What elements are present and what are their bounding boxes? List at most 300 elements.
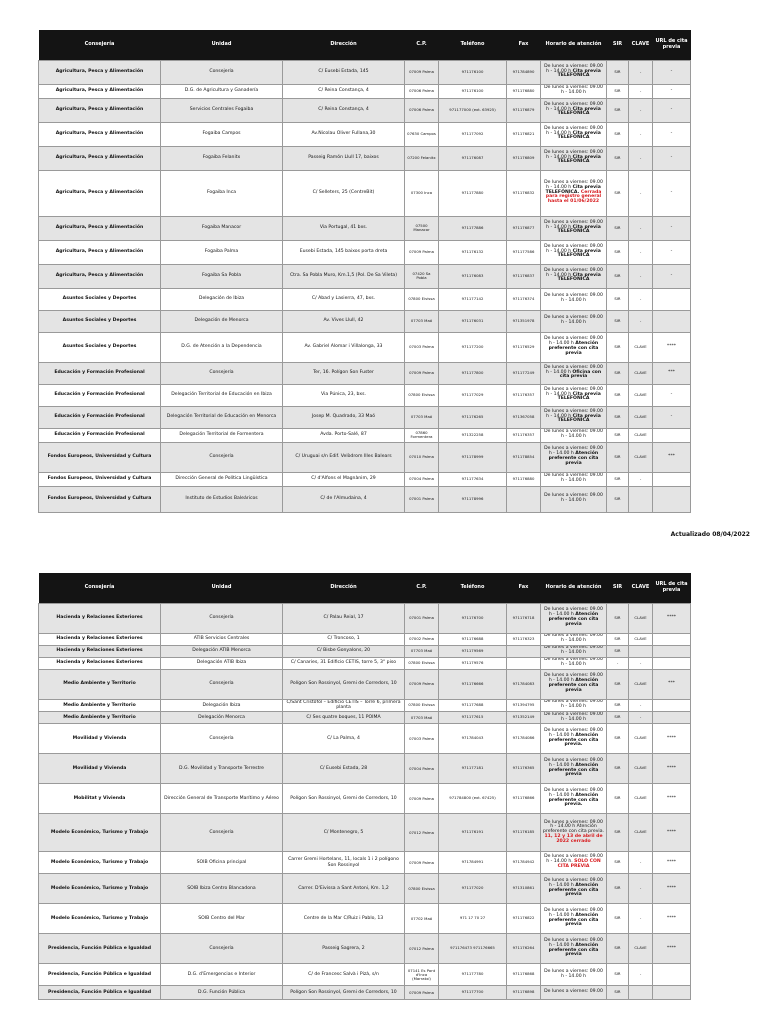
cell-clave: - [629, 712, 653, 724]
header-direccion: Dirección [283, 573, 405, 603]
cell-telefono: 971784043 [439, 724, 507, 754]
cell-clave: - [629, 240, 653, 264]
cell-direccion: Av.Nicolau Oliver Fullana,30 [283, 122, 405, 146]
cell-horario [541, 784, 607, 814]
cell-url: - [653, 216, 691, 240]
cell-consejeria: Asuntos Sociales y Deportes [39, 288, 161, 310]
header-url: URL de cita previa [653, 30, 691, 60]
cell-consejeria: Fondos Europeos, Universidad y Cultura [39, 442, 161, 472]
table-row [39, 784, 691, 814]
cell-telefono: 971179569 [439, 645, 507, 657]
cell-horario [541, 216, 607, 240]
cell-cp: 07300 Inca [405, 170, 439, 216]
header-direccion: Dirección [283, 30, 405, 60]
table-row [39, 428, 691, 442]
cell-direccion: C/Sant Cristòfol – Edificio CETIS – Torre 6, primera planta [283, 699, 405, 712]
cell-telefono: 971784800 (ext. 67425) [439, 784, 507, 814]
cell-fax: 971176868 [507, 964, 541, 986]
horario-text: De lunes a viernes: 09.00 h - 14.00 h [544, 727, 603, 738]
cell-sir: SIR [607, 964, 629, 986]
cell-url [653, 964, 691, 986]
table-row [39, 170, 691, 216]
cell-url: **** [653, 724, 691, 754]
horario-text: De lunes a viernes: 09.00 h - 14.00 h [544, 267, 603, 278]
cell-url: - [653, 406, 691, 428]
cell-horario [541, 332, 607, 362]
cell-unidad: ATIB Servicios Centrales [161, 633, 283, 645]
cell-fax: 971176264 [507, 934, 541, 964]
horario-text: De lunes a viernes: 09.00 h - 14.00 h [544, 493, 603, 503]
horario-highlight: Cita previa TELEFÓNICA [557, 68, 601, 79]
cell-unidad: SOIB Oficina principal [161, 852, 283, 874]
horario-text: De lunes a viernes: 09.00 h - 14.00 h [544, 699, 603, 710]
table-row [39, 384, 691, 406]
cell-fax: 971352149 [507, 712, 541, 724]
cell-clave: CLAVE [629, 332, 653, 362]
horario-text: De lunes a viernes: 09.00 h - 14.00 h [544, 336, 603, 347]
cell-fax: 971176866 [507, 784, 541, 814]
cell-fax: 971176880 [507, 472, 541, 486]
cell-unidad: Fogaiba Campos [161, 122, 283, 146]
cell-fax: 971784086 [507, 724, 541, 754]
cell-url: **** [653, 874, 691, 904]
cell-cp: 07009 Palma [405, 852, 439, 874]
horario-text: De lunes a viernes: 09.00 h - 14.00 h [544, 711, 603, 722]
cell-url [653, 712, 691, 724]
cell-direccion: Via Portugal, 41 bxs. [283, 216, 405, 240]
cell-sir: SIR [607, 784, 629, 814]
table-row [39, 60, 691, 84]
cell-fax: 971178854 [507, 442, 541, 472]
header-fax: Fax [507, 30, 541, 60]
cell-telefono: 971176473 971176665 [439, 934, 507, 964]
cell-clave: - [629, 288, 653, 310]
cell-sir: SIR [607, 852, 629, 874]
horario-text: De lunes a viernes: 09.00 h - 14.00 h [544, 657, 603, 667]
cell-direccion: C/ Reina Constança, 4 [283, 98, 405, 122]
cell-fax: 971176357 [507, 428, 541, 442]
horario-text: De lunes a viernes: 09.00 h - 14.00 h [544, 673, 603, 684]
cell-sir: SIR [607, 264, 629, 288]
cell-horario [541, 264, 607, 288]
cell-url: **** [653, 603, 691, 633]
cell-unidad: Consejería [161, 362, 283, 384]
table-row [39, 645, 691, 657]
cell-unidad: Consejería [161, 603, 283, 633]
cell-fax: 971176357 [507, 384, 541, 406]
horario-highlight: Cita previa TELEFÓNICA [557, 391, 601, 402]
cell-direccion: Polígon Son Rossinyol, Gremi de Corredors, 10 [283, 784, 405, 814]
table-row [39, 724, 691, 754]
cell-fax: 971176185 [507, 814, 541, 852]
cell-direccion: C/ Selleters, 25 (CentreBit) [283, 170, 405, 216]
cell-sir: SIR [607, 98, 629, 122]
cell-telefono: 971176031 [439, 310, 507, 332]
cell-direccion: Avda. Porto-Salé, 87 [283, 428, 405, 442]
horario-highlight: Atención preferente con cita previa [548, 762, 599, 778]
cell-cp: 07703 Maó [405, 406, 439, 428]
cell-horario [541, 904, 607, 934]
cell-consejeria: Asuntos Sociales y Deportes [39, 310, 161, 332]
cell-unidad: Delegación Territorial de Formentera [161, 428, 283, 442]
cell-clave: - [629, 146, 653, 170]
cell-consejeria: Medio Ambiente y Territorio [39, 712, 161, 724]
cell-unidad: Fogaiba Manacor [161, 216, 283, 240]
cell-url: **** [653, 904, 691, 934]
cell-consejeria: Hacienda y Relaciones Exteriores [39, 603, 161, 633]
horario-highlight: Cita previa TELEFÓNICA [557, 272, 601, 283]
horario-highlight: Atención preferente con cita previa [548, 341, 599, 356]
cell-horario [541, 712, 607, 724]
cell-url: - [653, 60, 691, 84]
cell-telefono: 971177615 [439, 712, 507, 724]
cell-consejeria: Agricultura, Pesca y Alimentación [39, 122, 161, 146]
cell-sir: SIR [607, 170, 629, 216]
cell-consejeria: Educación y Formación Profesional [39, 406, 161, 428]
cell-horario [541, 754, 607, 784]
cell-unidad: Delegación ATIB Ibiza [161, 657, 283, 669]
cell-consejeria: Medio Ambiente y Territorio [39, 699, 161, 712]
cell-direccion: C/ Canaries, 31 Edificio CETIS, torre 5, 3° piso [283, 657, 405, 669]
cell-telefono: 971176191 [439, 814, 507, 852]
header-consejeria: Consejería [39, 30, 161, 60]
cell-direccion: Av. Gabriel Alomar i Villalonga, 33 [283, 332, 405, 362]
cell-telefono: 971784991 [439, 852, 507, 874]
cell-unidad: Consejería [161, 724, 283, 754]
cell-fax: 971176822 [507, 904, 541, 934]
cell-telefono: 971177181 [439, 754, 507, 784]
cell-sir: SIR [607, 754, 629, 784]
table-row [39, 633, 691, 645]
updated-date: Actualizado 08/04/2022 [670, 531, 750, 538]
cell-unidad: Consejería [161, 442, 283, 472]
cell-cp: 07141 Es Pont d'Inca (Marratxí) [405, 964, 439, 986]
cell-fax: 971176529 [507, 332, 541, 362]
cell-telefono: 971176688 [439, 633, 507, 645]
contact-table-2 [38, 573, 691, 1000]
cell-url: **** [653, 814, 691, 852]
cell-sir: SIR [607, 216, 629, 240]
cell-direccion: Av. Vives Llull, 42 [283, 310, 405, 332]
table-row [39, 486, 691, 512]
cell-sir: SIR [607, 288, 629, 310]
cell-url: *** [653, 442, 691, 472]
cell-direccion: Ter, 16. Polígon Son Fuster [283, 362, 405, 384]
table-row [39, 216, 691, 240]
cell-url: - [653, 122, 691, 146]
cell-horario [541, 852, 607, 874]
cell-fax: 971176880 [507, 84, 541, 98]
cell-consejeria: Agricultura, Pesca y Alimentación [39, 60, 161, 84]
cell-direccion: Passeig Ramón Llull 17, baixos [283, 146, 405, 170]
cell-consejeria: Movilidad y Vivienda [39, 724, 161, 754]
cell-consejeria: Fondos Europeos, Universidad y Cultura [39, 486, 161, 512]
horario-text: De lunes a viernes: 09.00 h - 14.00 h [544, 607, 603, 618]
cell-cp: 07009 Palma [405, 669, 439, 699]
table-row [39, 964, 691, 986]
horario-text: De lunes a viernes: 09.00 h - 14.00 h [544, 429, 603, 439]
cell-unidad: SOIB Centro del Mar [161, 904, 283, 934]
table-row [39, 934, 691, 964]
cell-clave: - [629, 170, 653, 216]
horario-highlight: Cita previa TELEFÓNICA [557, 413, 601, 424]
cell-url [653, 657, 691, 669]
cell-clave: CLAVE [629, 934, 653, 964]
cell-direccion: C/ Bisbe Gonyalons, 20 [283, 645, 405, 657]
cell-direccion: C/ de l'Almudaina, 4 [283, 486, 405, 512]
header-clave: CLAVE [629, 30, 653, 60]
table-row [39, 814, 691, 852]
horario-highlight: Atención preferente con cita previa [548, 912, 599, 928]
cell-url [653, 633, 691, 645]
horario-text: De lunes a viernes: 09.00 h - 14.00 h [544, 243, 603, 254]
cell-consejeria: Modelo Económico, Turismo y Trabajo [39, 874, 161, 904]
cell-cp: 07003 Palma [405, 332, 439, 362]
cell-telefono: 971322258 [439, 428, 507, 442]
horario-text: De lunes a viernes: 09.00 h - 14.00 h [544, 63, 603, 74]
horario-text: De lunes a viernes: 09.00 h - 14.00 h [544, 877, 603, 888]
cell-cp: 07009 Palma [405, 240, 439, 264]
horario-text: De lunes a viernes: 09.00 [544, 989, 603, 995]
cell-url: **** [653, 784, 691, 814]
cell-sir: SIR [607, 486, 629, 512]
cell-sir: SIR [607, 472, 629, 486]
cell-cp: 07001 Palma [405, 486, 439, 512]
cell-url: - [653, 84, 691, 98]
cell-consejeria: Hacienda y Relaciones Exteriores [39, 645, 161, 657]
cell-url [653, 986, 691, 1000]
cell-telefono: 971176666 [439, 669, 507, 699]
cell-url: **** [653, 934, 691, 964]
header-unidad: Unidad [161, 573, 283, 603]
cell-horario [541, 699, 607, 712]
cell-unidad: D.G. Función Pública [161, 986, 283, 1000]
cell-direccion: Josep M. Quadrado, 33 Maó [283, 406, 405, 428]
cell-fax: 971176374 [507, 288, 541, 310]
cell-fax: 971784083 [507, 669, 541, 699]
cell-horario [541, 486, 607, 512]
cell-direccion: Eusebi Estada, 145 baixos porta dreta [283, 240, 405, 264]
cell-horario [541, 657, 607, 669]
table-row [39, 310, 691, 332]
cell-fax: 971176718 [507, 603, 541, 633]
cell-direccion: Via Púnica, 23, bxs. [283, 384, 405, 406]
cell-sir: SIR [607, 712, 629, 724]
cell-unidad: Consejería [161, 669, 283, 699]
cell-unidad: D.G. d'Emergencias e Interior [161, 964, 283, 986]
cell-fax: 971176879 [507, 98, 541, 122]
cell-unidad: Servicios Centrales Fogaiba [161, 98, 283, 122]
cell-horario [541, 122, 607, 146]
horario-text: De lunes a viernes: 09.00 h - 14.00 h [544, 633, 603, 643]
cell-horario [541, 472, 607, 486]
cell-clave: - [629, 216, 653, 240]
cell-telefono: 971176132 [439, 240, 507, 264]
cell-telefono: 971 17 70 27 [439, 904, 507, 934]
cell-clave: CLAVE [629, 784, 653, 814]
cell-horario [541, 428, 607, 442]
cell-direccion: C/ La Palma, 4 [283, 724, 405, 754]
cell-cp: 07500 Manacor [405, 216, 439, 240]
cell-url: - [653, 146, 691, 170]
horario-highlight: Cita previa TELEFÓNICA [557, 154, 601, 165]
cell-telefono: 971176265 [439, 406, 507, 428]
cell-direccion: C/ Uruguai s/n Edif. Velòdrom Illes Balears [283, 442, 405, 472]
horario-text: De lunes a viernes: 09.00 h - 14.00 h [544, 364, 603, 375]
cell-unidad: Dirección General de Política Lingüística [161, 472, 283, 486]
cell-clave: - [629, 904, 653, 934]
cell-fax: 971176821 [507, 122, 541, 146]
cell-sir: SIR [607, 122, 629, 146]
cell-sir: SIR [607, 699, 629, 712]
cell-consejeria: Hacienda y Relaciones Exteriores [39, 657, 161, 669]
cell-consejeria: Educación y Formación Profesional [39, 428, 161, 442]
horario-text: De lunes a viernes: 09.00 h - 14.00 h [544, 645, 603, 655]
cell-horario [541, 240, 607, 264]
cell-cp: 07200 Felanitx [405, 146, 439, 170]
cell-horario [541, 170, 607, 216]
cell-direccion: Passeig Sagrera, 2 [283, 934, 405, 964]
cell-fax: 971784890 [507, 60, 541, 84]
horario-text: De lunes a viernes: 09.00 h - 14.00 h [544, 315, 603, 325]
table-row [39, 699, 691, 712]
cell-telefono: 971177029 [439, 384, 507, 406]
cell-clave: - [629, 84, 653, 98]
table-row [39, 98, 691, 122]
cell-cp: 07004 Palma [405, 472, 439, 486]
table-row [39, 603, 691, 633]
cell-fax: 971176837 [507, 264, 541, 288]
horario-text: De lunes a viernes: 09.00 h - 14.00 h [544, 293, 603, 303]
cell-sir: SIR [607, 904, 629, 934]
horario-text: De lunes a viernes: 09.00 h - 14.00 h [544, 968, 603, 979]
cell-consejeria: Presidencia, Función Pública e Igualdad [39, 964, 161, 986]
cell-direccion: Centre de la Mar C/Ruiz i Pablo, 13 [283, 904, 405, 934]
cell-clave: CLAVE [629, 724, 653, 754]
cell-consejeria: Agricultura, Pesca y Alimentación [39, 240, 161, 264]
horario-text: De lunes a viernes: 09.00 h - 14.00 h [544, 408, 603, 419]
cell-cp: 07702 Maó [405, 904, 439, 934]
cell-direccion: Polígon Son Rossinyol, Gremi de Corredors, 10 [283, 669, 405, 699]
cell-sir: SIR [607, 442, 629, 472]
cell-fax: 971310861 [507, 874, 541, 904]
cell-clave [629, 645, 653, 657]
cell-cp: 07630 Campos [405, 122, 439, 146]
header-cp: C.P. [405, 573, 439, 603]
cell-unidad: Fogaiba Palma [161, 240, 283, 264]
cell-telefono: 971177780 [439, 964, 507, 986]
cell-fax [507, 486, 541, 512]
cell-sir: SIR [607, 645, 629, 657]
cell-clave: - [629, 852, 653, 874]
cell-direccion: C/ Ses quatre boques, 11 POIMA [283, 712, 405, 724]
cell-horario [541, 633, 607, 645]
cell-url: - [653, 384, 691, 406]
cell-unidad: SOIB Ibiza Centro Blancadona [161, 874, 283, 904]
table-row [39, 362, 691, 384]
cell-unidad: Consejería [161, 814, 283, 852]
cell-cp: 07009 Palma [405, 784, 439, 814]
cell-cp: 07009 Palma [405, 60, 439, 84]
cell-unidad: Instituto de Estudios Baleáricos [161, 486, 283, 512]
cell-url: - [653, 170, 691, 216]
cell-cp: 07009 Palma [405, 986, 439, 1000]
cell-telefono: 971176087 [439, 146, 507, 170]
cell-unidad: Consejería [161, 934, 283, 964]
cell-fax: 971176323 [507, 633, 541, 645]
cell-clave: - [629, 699, 653, 712]
cell-clave: CLAVE [629, 406, 653, 428]
table-row [39, 240, 691, 264]
cell-unidad: Consejería [161, 60, 283, 84]
cell-telefono: 971177880 [439, 170, 507, 216]
cell-horario [541, 288, 607, 310]
cell-consejeria: Medio Ambiente y Territorio [39, 669, 161, 699]
cell-direccion: C/ d'Alfons el Magnànim, 29 [283, 472, 405, 486]
cell-telefono: 971177142 [439, 288, 507, 310]
cell-telefono: 971177000 (ext. 63925) [439, 98, 507, 122]
cell-clave: CLAVE [629, 442, 653, 472]
header-horario: Horario de atención [541, 573, 607, 603]
cell-consejeria: Modelo Económico, Turismo y Trabajo [39, 852, 161, 874]
cell-clave: - [629, 657, 653, 669]
cell-clave: CLAVE [629, 384, 653, 406]
horario-highlight: Cita previa TELEFÓNICA [557, 248, 601, 259]
cell-cp: 07800 Eivissa [405, 699, 439, 712]
cell-unidad: D.G. de Agricultura y Ganadería [161, 84, 283, 98]
cell-clave: CLAVE [629, 633, 653, 645]
cell-consejeria: Agricultura, Pesca y Alimentación [39, 84, 161, 98]
horario-text: De lunes a viernes: 09.00 h - 14.00 h [544, 937, 603, 948]
cell-cp: 07004 Palma [405, 754, 439, 784]
cell-clave: - [629, 964, 653, 986]
cell-consejeria: Mobilitat y Vivienda [39, 784, 161, 814]
horario-text: De lunes a viernes: 09.00 h - 14.00 h [544, 446, 603, 457]
cell-consejeria: Agricultura, Pesca y Alimentación [39, 146, 161, 170]
table-row [39, 288, 691, 310]
table-row [39, 122, 691, 146]
cell-url: - [653, 240, 691, 264]
cell-horario [541, 98, 607, 122]
header-url: URL de cita previa [653, 573, 691, 603]
cell-direccion: C/ Abad y Lasierra, 47, bxs. [283, 288, 405, 310]
cell-unidad: Fogaiba Felanitx [161, 146, 283, 170]
table-row [39, 442, 691, 472]
cell-consejeria: Agricultura, Pesca y Alimentación [39, 264, 161, 288]
cell-cp: 07012 Palma [405, 814, 439, 852]
cell-telefono: 971176083 [439, 264, 507, 288]
cell-horario [541, 362, 607, 384]
cell-clave: CLAVE [629, 428, 653, 442]
horario-highlight: Cita previa TELEFÓNICA [557, 130, 601, 141]
cell-horario [541, 146, 607, 170]
table-row [39, 904, 691, 934]
header-cp: C.P. [405, 30, 439, 60]
cell-sir: SIR [607, 146, 629, 170]
cell-consejeria: Modelo Económico, Turismo y Trabajo [39, 814, 161, 852]
header-telefono: Teléfono [439, 573, 507, 603]
horario-text: De lunes a viernes: 09.00 h - 14.00 h [544, 179, 603, 190]
cell-direccion: Carrer. D'Eivissa a Sant Antoni, Km. 1,2 [283, 874, 405, 904]
table-row [39, 657, 691, 669]
cell-telefono: 971178996 [439, 486, 507, 512]
cell-sir: SIR [607, 384, 629, 406]
horario-highlight: Atención preferente con cita previa [548, 942, 599, 958]
header-telefono: Teléfono [439, 30, 507, 60]
cell-telefono: 971177634 [439, 472, 507, 486]
cell-sir: SIR [607, 428, 629, 442]
cell-clave: CLAVE [629, 362, 653, 384]
